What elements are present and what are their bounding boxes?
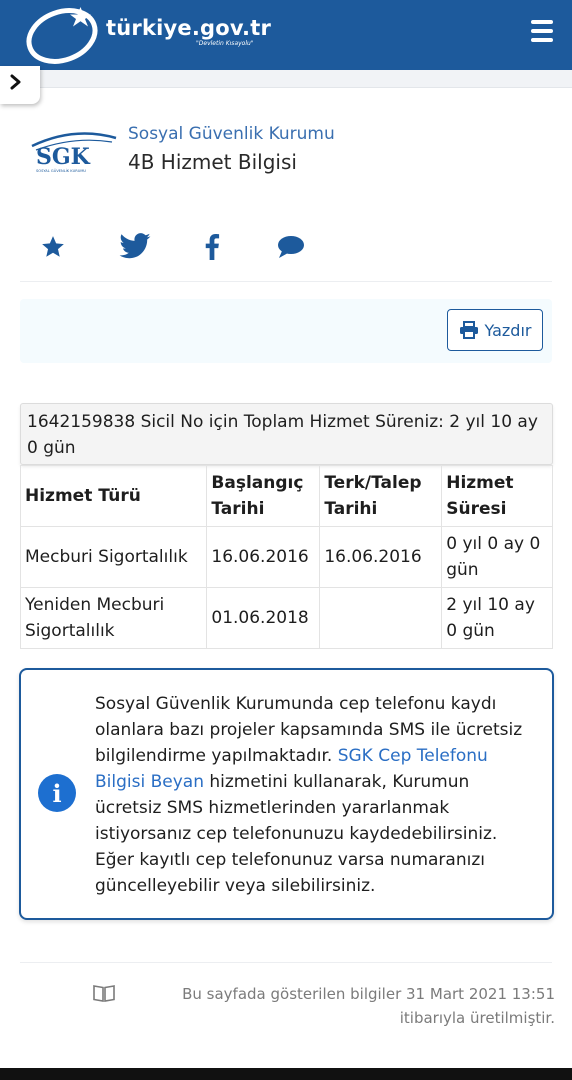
table-cell: Mecburi Sigortalılık [21,527,207,588]
star-icon [40,234,66,260]
print-button-label: Yazdır [484,320,532,340]
total-service-summary: 1642159838 Sicil No için Toplam Hizmet Süreniz: 2 yıl 10 ay 0 gün [20,403,553,465]
site-slogan: "Devletin Kısayolu" [196,40,254,47]
share-divider [20,281,552,282]
chevron-right-icon [8,74,24,90]
table-cell: 16.06.2016 [320,527,442,588]
book-icon [93,984,115,1002]
table-row [21,588,553,649]
sgk-logo-text: SGK [36,144,90,170]
table-cell: 01.06.2018 [207,588,320,649]
twitter-share-button[interactable] [104,220,166,274]
sgk-logo-subtext: SOSYAL GÜVENLİK KURUMU [36,169,87,173]
column-header: Hizmet Süresi [442,466,553,527]
hamburger-menu-icon[interactable] [526,20,558,48]
bottom-bar [0,1068,572,1080]
printer-icon [459,321,479,339]
column-header: Hizmet Türü [21,466,207,527]
page-title: 4B Hizmet Bilgisi [128,150,297,174]
footer-divider [20,962,552,963]
facebook-icon [204,234,220,260]
favorite-button[interactable] [22,220,84,274]
table-cell: Yeniden Mecburi Sigortalılık [21,588,207,649]
table-cell [320,588,442,649]
generated-at-note: Bu sayfada gösterilen bilgiler 31 Mart 2021 13:51 itibarıyla üretilmiştir. [182,985,555,1027]
comment-share-button[interactable] [260,220,322,274]
table-row [21,527,553,588]
table-header-row [21,466,553,527]
side-panel-toggle-button[interactable] [0,66,40,104]
table-cell: 0 yıl 0 ay 0 gün [442,527,553,588]
info-icon: i [38,774,76,812]
institution-name[interactable]: Sosyal Güvenlik Kurumu [128,124,335,144]
print-button[interactable] [447,309,543,351]
table-cell: 16.06.2016 [207,527,320,588]
twitter-icon [118,233,152,261]
column-header: Başlangıç Tarihi [207,466,320,527]
sgk-logo [28,128,120,174]
facebook-share-button[interactable] [181,220,243,274]
site-name[interactable]: türkiye.gov.tr [106,16,272,40]
turkiye-logo-emblem-icon[interactable] [22,4,108,64]
table-cell: 2 yıl 10 ay 0 gün [442,588,553,649]
service-table [20,465,553,649]
sgk-phone-declaration-link[interactable]: SGK Cep Telefonu Bilgisi Beyan [95,746,488,792]
sms-info-text: Sosyal Güvenlik Kurumunda cep telefonu kaydı olanlara bazı projeler kapsamında SMS ile ücretsiz bilgilendirme yapılmaktadır. SGK Cep Telefonu Bilgisi Beyan hizmetini kullanarak, Kurumun ücretsiz SMS hizmetlerinden yararlanmak istiyorsanız cep telefonunuzu kaydedebilirsiniz. Eğer kayıtlı cep telefonunuz varsa numaranızı güncelleyebilir veya silebilirsiniz. [95,694,523,896]
column-header: Terk/Talep Tarihi [320,466,442,527]
comment-icon [276,234,306,260]
subheader-strip [0,70,572,88]
top-navbar [0,0,572,70]
